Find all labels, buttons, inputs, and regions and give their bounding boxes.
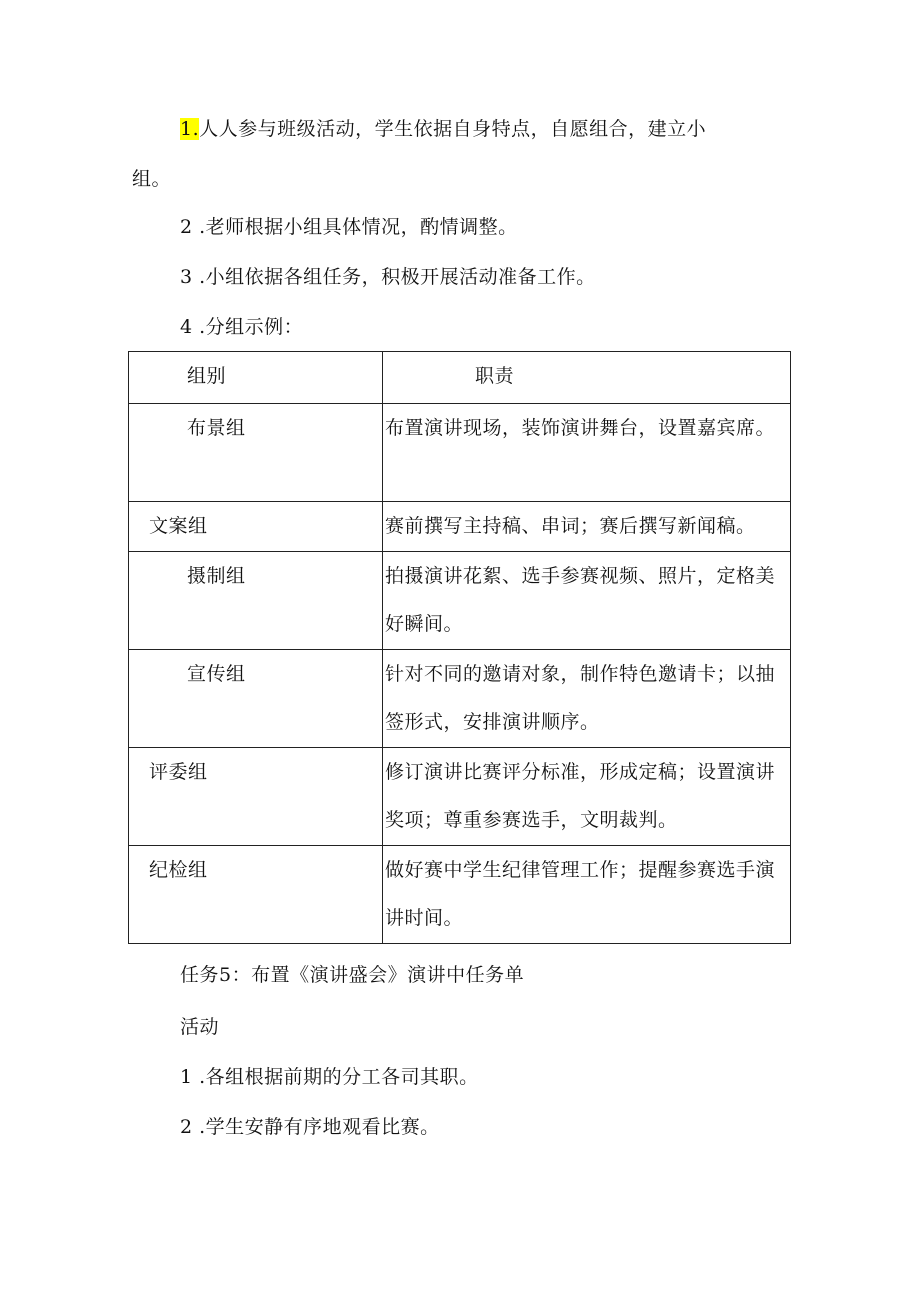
item-text: 人人参与班级活动，学生依据自身特点，自愿组合，建立小 [199, 118, 707, 140]
duty-cell: 做好赛中学生纪律管理工作；提醒参赛选手演讲时间。 [383, 846, 791, 944]
group-cell [129, 502, 383, 552]
table-header-row [129, 352, 791, 404]
activity-item-1 [180, 1064, 479, 1090]
header-group: 组别 [129, 352, 383, 404]
activity-item-2 [180, 1114, 440, 1140]
list-item-2 [180, 214, 518, 240]
item-text: .分组示例： [199, 316, 304, 338]
group-cell [129, 846, 383, 944]
group-name: 布景组 [187, 417, 246, 439]
duty-cell: 针对不同的邀请对象，制作特色邀请卡；以抽签形式，安排演讲顺序。 [383, 650, 791, 748]
list-item-4 [180, 314, 303, 340]
item-text: .学生安静有序地观看比赛。 [199, 1116, 440, 1138]
group-table [128, 351, 791, 944]
task-title: 任务5：布置《演讲盛会》演讲中任务单 [180, 964, 525, 986]
table-row [129, 846, 791, 944]
item-number: 1 [180, 1066, 193, 1088]
item-text: .各组根据前期的分工各司其职。 [199, 1066, 479, 1088]
item-number: 2 [180, 1116, 193, 1138]
group-cell [129, 650, 383, 748]
table-row [129, 748, 791, 846]
group-cell [129, 748, 383, 846]
group-name: 摄制组 [187, 565, 246, 587]
group-cell [129, 552, 383, 650]
item-number: 4 [180, 316, 193, 338]
activity-label: 活动 [180, 1016, 220, 1038]
table-row [129, 404, 791, 502]
group-name: 宣传组 [187, 663, 246, 685]
item-number-highlighted: 1. [180, 118, 200, 140]
duty-cell: 修订演讲比赛评分标准，形成定稿；设置演讲奖项；尊重参赛选手，文明裁判。 [383, 748, 791, 846]
group-cell [129, 404, 383, 502]
list-item-3 [180, 264, 596, 290]
header-duty: 职责 [383, 352, 791, 404]
item-number: 2 [180, 216, 193, 238]
list-item-1 [180, 116, 706, 142]
duty-cell: 拍摄演讲花絮、选手参赛视频、照片，定格美好瞬间。 [383, 552, 791, 650]
group-name: 文案组 [149, 515, 208, 537]
item-number: 3 [180, 266, 193, 288]
list-item-1-continuation: 组。 [132, 168, 172, 190]
group-name: 纪检组 [149, 859, 208, 881]
table-row [129, 552, 791, 650]
item-text: .老师根据小组具体情况，酌情调整。 [199, 216, 518, 238]
item-text: .小组依据各组任务，积极开展活动准备工作。 [199, 266, 596, 288]
group-name: 评委组 [149, 761, 208, 783]
duty-cell: 布置演讲现场，装饰演讲舞台，设置嘉宾席。 [383, 404, 791, 502]
table-row [129, 650, 791, 748]
table-row [129, 502, 791, 552]
duty-cell: 赛前撰写主持稿、串词；赛后撰写新闻稿。 [383, 502, 791, 552]
